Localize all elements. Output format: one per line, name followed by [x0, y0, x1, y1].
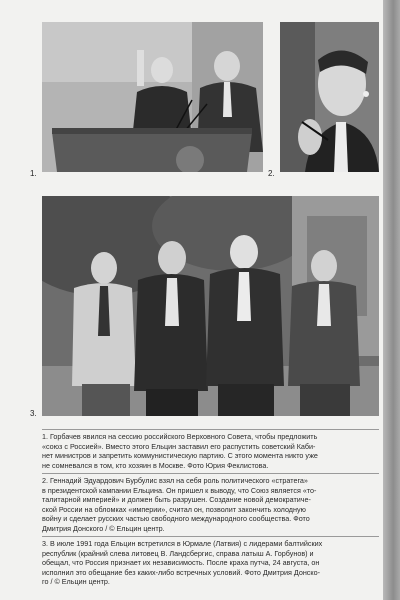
caption-2-line: 2. Геннадий Эдуардович Бурбулис взял на себя роль политического «стратега»	[42, 476, 308, 485]
caption-3-line: обещал, что Россия признает их независимость. После краха путча, 24 августа, он	[42, 558, 320, 567]
caption-1-line: нет министров и запретить коммунистическую партию. С этого момента никто уже	[42, 451, 318, 460]
photo-1-number: 1.	[30, 169, 37, 178]
caption-2	[42, 476, 379, 533]
caption-2-line: в президентской кампании Ельцина. Он пришел к выводу, что Союз является «то-	[42, 485, 317, 495]
caption-3-line: 3. В июле 1991 года Ельцин встретился в Юрмале (Латвия) с лидерами балтийских	[42, 539, 323, 548]
photo-2-burbulis-portrait	[280, 22, 379, 172]
photo-1-gorbachev-yeltsin-podium	[42, 22, 263, 172]
caption-3-line: исполнил это обещание без каких-либо встречных условий. Фото Дмитрия Донско-	[42, 567, 320, 577]
photo-3-jurmala-meeting	[42, 196, 379, 416]
photo-3-number: 3.	[30, 409, 37, 418]
page-edge-shadow	[383, 0, 400, 600]
caption-divider-3	[42, 536, 379, 537]
caption-2-line: Дмитрия Донского / © Ельцин центр.	[42, 523, 165, 533]
caption-1-line: 1. Горбачев явился на сессию российского Верховного Совета, чтобы предложить	[42, 432, 318, 441]
photo-2-number: 2.	[268, 169, 275, 178]
caption-1	[42, 432, 379, 470]
caption-2-line: талитарной империей» и должен быть разрушен. Создание новой демократиче-	[42, 495, 311, 504]
caption-1-line: не сомневался в том, кто хозяин в Москве. Фото Юрия Феклистова.	[42, 460, 269, 470]
caption-divider-2	[42, 473, 379, 474]
caption-3	[42, 539, 379, 587]
caption-2-line: войну и сделает русских частью свободного международного сообщества. Фото	[42, 514, 310, 523]
caption-divider-1	[42, 429, 379, 430]
caption-3-line: республик (крайний слева литовец В. Ландсбергис, справа латыш А. Горбунов) и	[42, 548, 314, 558]
caption-3-line: го / © Ельцин центр.	[42, 577, 110, 586]
caption-1-line: «союз с Россией». Вместо этого Ельцин заставил его распустить советский Каби-	[42, 441, 316, 451]
caption-2-line: ской России на обломках «империи», считал он, позволит закончить холодную	[42, 504, 306, 514]
